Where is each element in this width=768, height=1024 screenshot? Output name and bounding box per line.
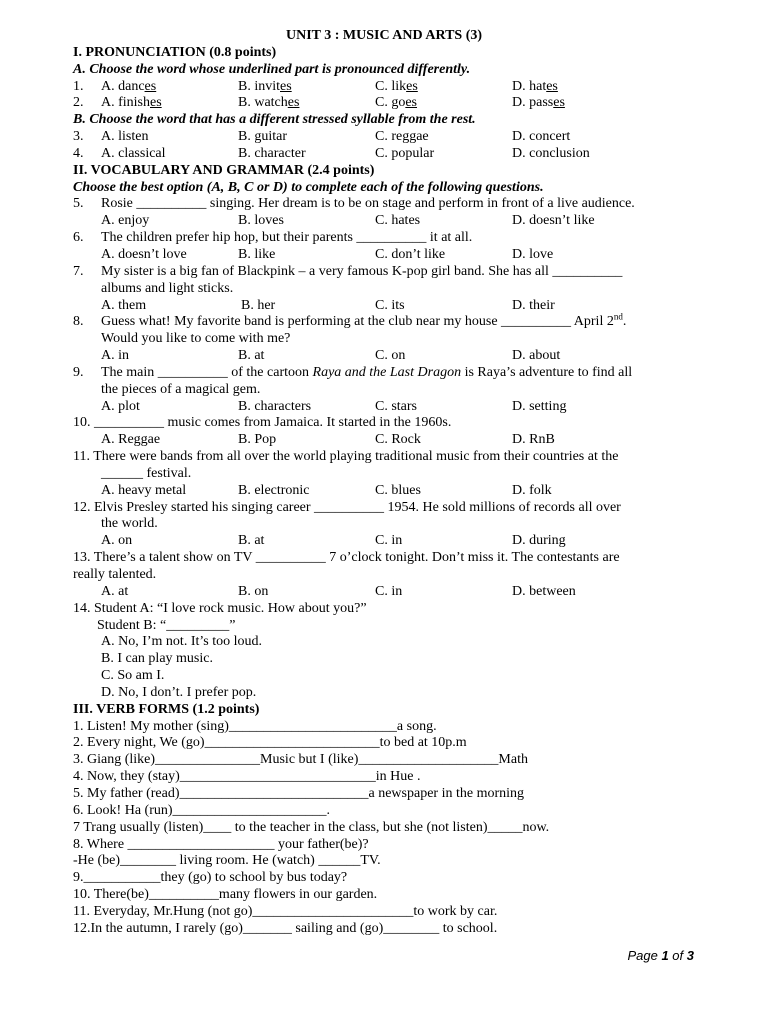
question-7-options [73, 298, 695, 315]
verb-form-line: 1. Listen! My mother (sing)________________________a song. [73, 718, 437, 734]
worksheet-content [73, 28, 695, 938]
option-b: B. Pop [238, 432, 277, 448]
option-d: D. their [512, 297, 555, 313]
option-a: A. finishes [101, 95, 162, 111]
option-b: B. like [238, 246, 276, 262]
option-c: C. So am I. [101, 668, 165, 684]
section-vocabulary-heading: II. VOCABULARY AND GRAMMAR (2.4 points) [73, 162, 375, 178]
option-b: B. invites [238, 78, 292, 94]
option-a: A. in [101, 348, 129, 364]
option-a: A. doesn’t love [101, 246, 187, 262]
question-number: 9. [73, 364, 84, 380]
option-c: C. stars [375, 398, 417, 414]
option-c: C. hates [375, 213, 421, 229]
question-text-continued: the world. [101, 516, 158, 532]
option-a: A. plot [101, 398, 140, 414]
option-d: D. during [512, 533, 566, 549]
option-b: B. characters [238, 398, 312, 414]
question-text-continued: the pieces of a magical gem. [101, 381, 261, 397]
option-c: C. goes [375, 95, 418, 111]
option-b: B. loves [238, 213, 284, 229]
option-c: C. its [375, 297, 405, 313]
question-13: 13. There’s a talent show on TV __________ 7 o’clock tonight. Don’t miss it. The contestants are [73, 550, 620, 566]
option-c: C. blues [375, 482, 421, 498]
question-7-continuation [73, 281, 695, 298]
verb-form-line: 3. Giang (like)_______________Music but I (like)____________________Math [73, 752, 528, 768]
question-9-options [73, 399, 695, 416]
question-8 [73, 311, 695, 331]
section-vocabulary-instruction: Choose the best option (A, B, C or D) to complete each of the following questions. [73, 179, 544, 195]
question-text-continued: albums and light sticks. [101, 280, 234, 296]
question-text-continued: ______ festival. [101, 465, 192, 481]
option-b: B. on [238, 583, 269, 599]
option-b: B. electronic [238, 482, 310, 498]
verb-form-line: 7 Trang usually (listen)____ to the teacher in the class, but she (not listen)_____now. [73, 819, 550, 835]
option-a: A. No, I’m not. It’s too loud. [101, 634, 262, 650]
question-text: My sister is a big fan of Blackpink – a very famous K-pop girl band. She has all __________ [101, 263, 623, 279]
question-number: 1. [73, 78, 84, 94]
part-a-instruction: A. Choose the word whose underlined part is pronounced differently. [73, 61, 471, 77]
option-b: B. watches [238, 95, 300, 111]
question-5-options [73, 213, 695, 230]
question-5 [73, 196, 695, 213]
option-a: A. enjoy [101, 213, 150, 229]
option-d: D. about [512, 348, 561, 364]
verb-form-line: 10. There(be)__________many flowers in our garden. [73, 887, 378, 903]
verb-form-line: 12.In the autumn, I rarely (go)_______ sailing and (go)________ to school. [73, 920, 498, 936]
question-1 [73, 79, 695, 96]
option-a: A. on [101, 533, 133, 549]
option-d: D. conclusion [512, 145, 590, 161]
question-11-continuation [73, 466, 695, 483]
option-d: D. RnB [512, 432, 555, 448]
option-d: D. hates [512, 78, 558, 94]
option-a: A. Reggae [101, 432, 161, 448]
question-14: 14. Student A: “I love rock music. How about you?” [73, 600, 367, 616]
option-d: D. setting [512, 398, 567, 414]
question-11-options [73, 483, 695, 500]
option-a: A. heavy metal [101, 482, 187, 498]
verb-form-line: 6. Look! Ha (run)______________________. [73, 802, 331, 818]
question-text: Rosie __________ singing. Her dream is to be on stage and perform in front of a live audience. [101, 196, 635, 212]
question-10: 10. __________ music comes from Jamaica. It started in the 1960s. [73, 415, 452, 431]
question-number: 7. [73, 263, 84, 279]
question-6 [73, 230, 695, 247]
option-d: D. concert [512, 129, 571, 145]
verb-form-line: 11. Everyday, Mr.Hung (not go)_______________________to work by car. [73, 903, 498, 919]
option-c: C. in [375, 533, 403, 549]
question-8-options [73, 348, 695, 365]
option-b: B. at [238, 533, 265, 549]
option-c: C. reggae [375, 129, 429, 145]
question-number: 2. [73, 95, 84, 111]
question-9 [73, 365, 695, 382]
option-d: D. passes [512, 95, 565, 111]
question-text-continued: Would you like to come with me? [101, 331, 291, 347]
option-d: D. between [512, 583, 576, 599]
page-title: UNIT 3 : MUSIC AND ARTS (3) [285, 28, 483, 43]
option-c: C. don’t like [375, 246, 446, 262]
option-c: C. Rock [375, 432, 421, 448]
verb-form-line: 4. Now, they (stay)____________________________in Hue . [73, 769, 421, 785]
question-8-continuation [73, 331, 695, 348]
question-6-options [73, 247, 695, 264]
question-12-continuation [73, 516, 695, 533]
question-10-options [73, 432, 695, 449]
question-13-options [73, 584, 695, 601]
verb-form-line: 2. Every night, We (go)_________________________to bed at 10p.m [73, 735, 467, 751]
question-4 [73, 146, 695, 163]
question-9-continuation [73, 382, 695, 399]
option-c: C. in [375, 583, 403, 599]
question-3 [73, 129, 695, 146]
question-text: The children prefer hip hop, but their parents __________ it at all. [101, 230, 473, 246]
option-a: A. classical [101, 145, 166, 161]
question-11: 11. There were bands from all over the world playing traditional music from their countries at the [73, 449, 619, 465]
question-number: 3. [73, 129, 84, 145]
option-b: B. her [241, 297, 276, 313]
option-a: A. dances [101, 78, 157, 94]
option-d: D. doesn’t like [512, 213, 595, 229]
question-14-continuation: Student B: “_________” [97, 617, 236, 633]
option-a: A. at [101, 583, 129, 599]
option-b: B. at [238, 348, 265, 364]
question-7 [73, 264, 695, 281]
option-d: D. No, I don’t. I prefer pop. [101, 684, 257, 700]
question-number: 5. [73, 196, 84, 212]
question-2 [73, 95, 695, 112]
section-pronunciation-heading: I. PRONUNCIATION (0.8 points) [73, 44, 277, 60]
option-c: C. popular [375, 145, 435, 161]
question-number: 6. [73, 230, 84, 246]
verb-form-line: 9.___________they (go) to school by bus today? [73, 870, 348, 886]
verb-form-line: 5. My father (read)___________________________a newspaper in the morning [73, 785, 525, 801]
option-d: D. folk [512, 482, 552, 498]
question-text: Guess what! My favorite band is performing at the club near my house __________ April 2nd. [101, 311, 627, 330]
question-13-continuation: really talented. [73, 567, 157, 582]
question-12-options [73, 533, 695, 550]
option-b: B. guitar [238, 129, 287, 145]
option-c: C. on [375, 348, 406, 364]
option-b: B. I can play music. [101, 651, 213, 667]
part-b-instruction: B. Choose the word that has a different stressed syllable from the rest. [73, 112, 476, 128]
verb-form-line: 8. Where _____________________ your father(be)? [73, 836, 369, 852]
option-c: C. likes [375, 78, 418, 94]
option-b: B. character [238, 145, 306, 161]
question-number: 4. [73, 145, 84, 161]
option-a: A. listen [101, 129, 149, 145]
question-text: The main __________ of the cartoon Raya and the Last Dragon is Raya’s adventure to find all [101, 364, 633, 380]
verb-form-line: -He (be)________ living room. He (watch) ______TV. [73, 853, 381, 869]
page-number-footer: Page 1 of 3 [627, 948, 694, 963]
question-12: 12. Elvis Presley started his singing career __________ 1954. He sold millions of records all over [73, 499, 621, 515]
option-a: A. them [101, 297, 147, 313]
question-number: 8. [73, 314, 84, 330]
option-d: D. love [512, 246, 554, 262]
section-verb-forms-heading: III. VERB FORMS (1.2 points) [73, 701, 260, 717]
